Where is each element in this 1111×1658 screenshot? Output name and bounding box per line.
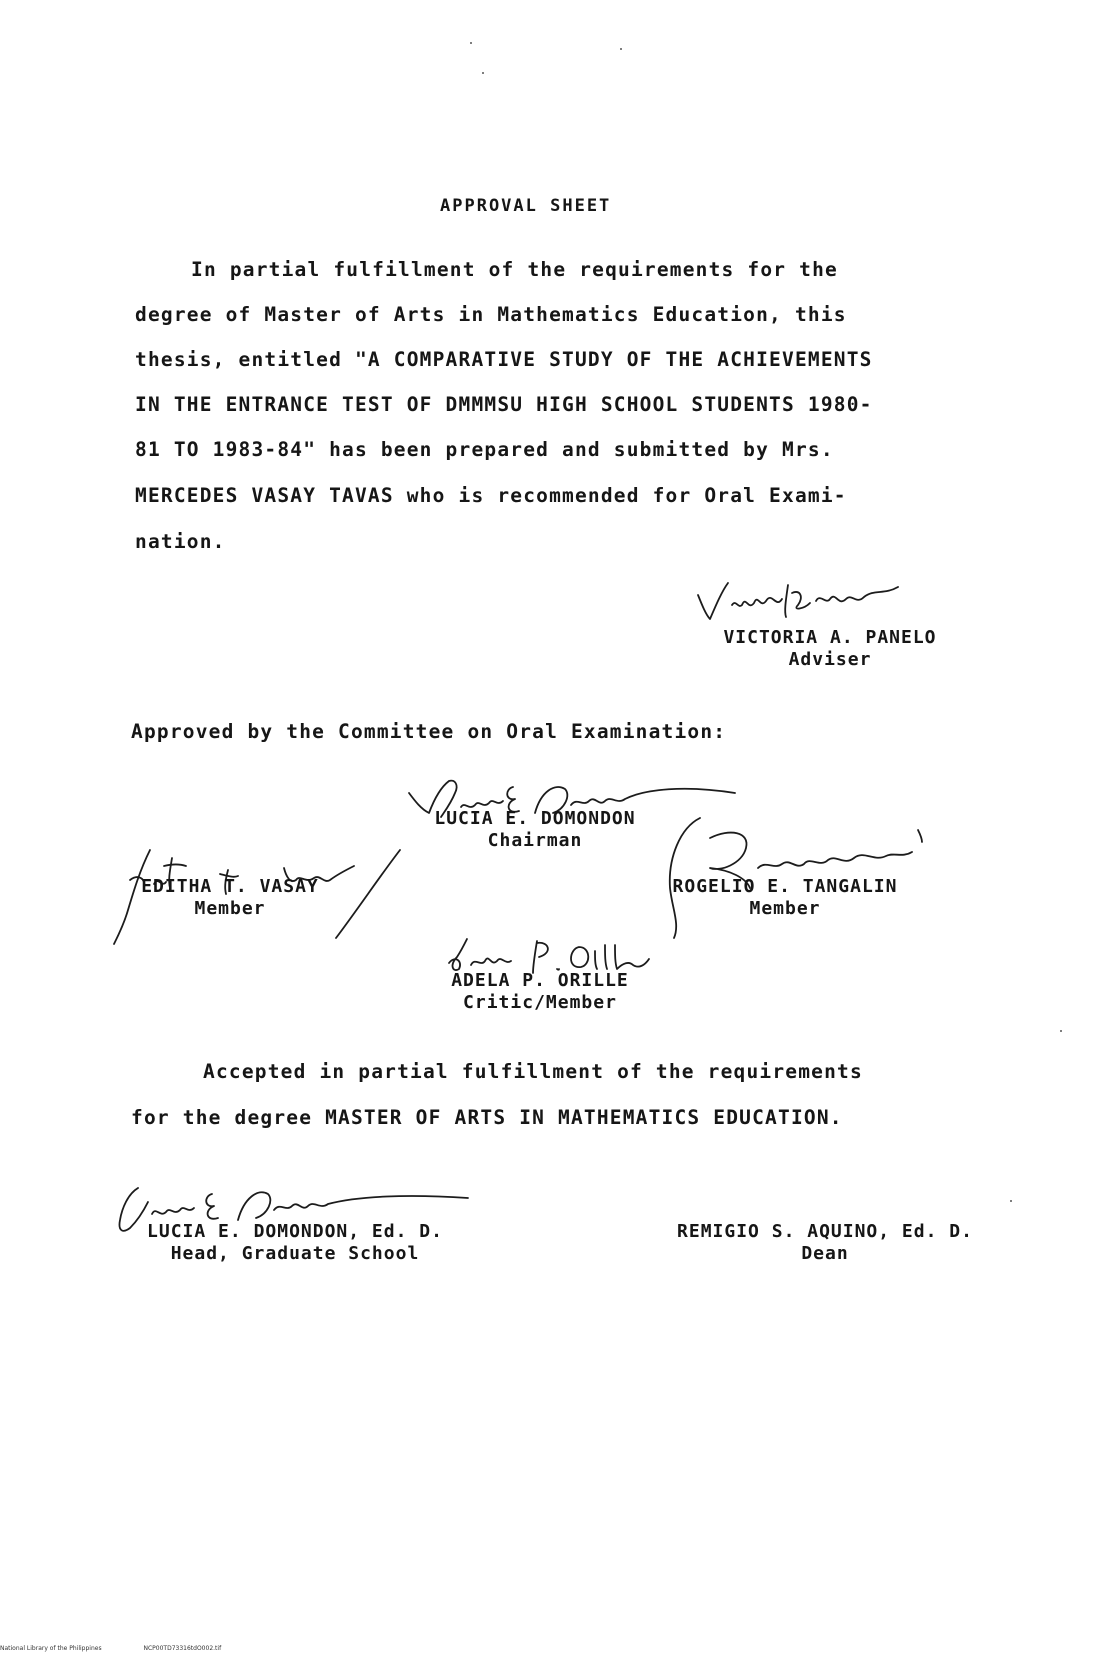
adviser-signature [688,575,928,625]
member-right-block [640,876,930,920]
adviser-role: Adviser [788,649,872,670]
scan-speck [482,72,484,74]
head-graduate-block [110,1221,480,1265]
critic-role: Critic/Member [463,992,617,1013]
head-graduate-name: LUCIA E. DOMONDON, Ed. D. [147,1221,443,1242]
scan-speck [1060,1030,1062,1032]
chairman-role: Chairman [487,830,583,851]
committee-heading: Approved by the Committee on Oral Examination: [131,720,727,743]
footer-library: National Library of the Philippines [0,1645,102,1652]
dean-role: Dean [801,1243,849,1264]
member-left-role: Member [194,898,266,919]
chairman-name: LUCIA E. DOMONDON [434,808,636,829]
paragraph-line-3: thesis, entitled "A COMPARATIVE STUDY OF THE ACHIEVEMENTS [135,348,873,371]
acceptance-line-1: Accepted in partial fulfillment of the requirements [203,1060,863,1083]
head-graduate-role: Head, Graduate School [170,1243,420,1264]
adviser-block [700,627,960,671]
paragraph-line-1: In partial fulfillment of the requirements for the [191,258,838,281]
paragraph-line-5: 81 TO 1983-84" has been prepared and submitted by Mrs. [135,438,834,461]
chairman-block [405,808,665,852]
paragraph-line-7: nation. [135,530,226,553]
page-title: APPROVAL SHEET [440,196,612,216]
member-right-name: ROGELIO E. TANGALIN [672,876,898,897]
member-right-role: Member [749,898,821,919]
dean-name: REMIGIO S. AQUINO, Ed. D. [677,1221,973,1242]
scan-footer [0,1645,261,1652]
critic-name: ADELA P. ORILLE [451,970,629,991]
member-left-block [100,876,360,920]
adviser-name: VICTORIA A. PANELO [723,627,937,648]
scan-speck [470,42,472,44]
paragraph-line-4: IN THE ENTRANCE TEST OF DMMMSU HIGH SCHOOL STUDENTS 1980- [135,393,873,416]
acceptance-line-2: for the degree MASTER OF ARTS IN MATHEMATICS EDUCATION. [131,1106,843,1129]
critic-block [410,970,670,1014]
scan-speck [620,48,622,50]
member-left-name: EDITHA T. VASAY [141,876,319,897]
dean-block [640,1221,1010,1265]
paragraph-line-2: degree of Master of Arts in Mathematics Education, this [135,303,847,326]
footer-file-id: NCP00TD73316tdO002.tif [143,1645,222,1652]
paragraph-line-6: MERCEDES VASAY TAVAS who is recommended for Oral Exami- [135,484,847,507]
scan-speck [1010,1200,1012,1202]
